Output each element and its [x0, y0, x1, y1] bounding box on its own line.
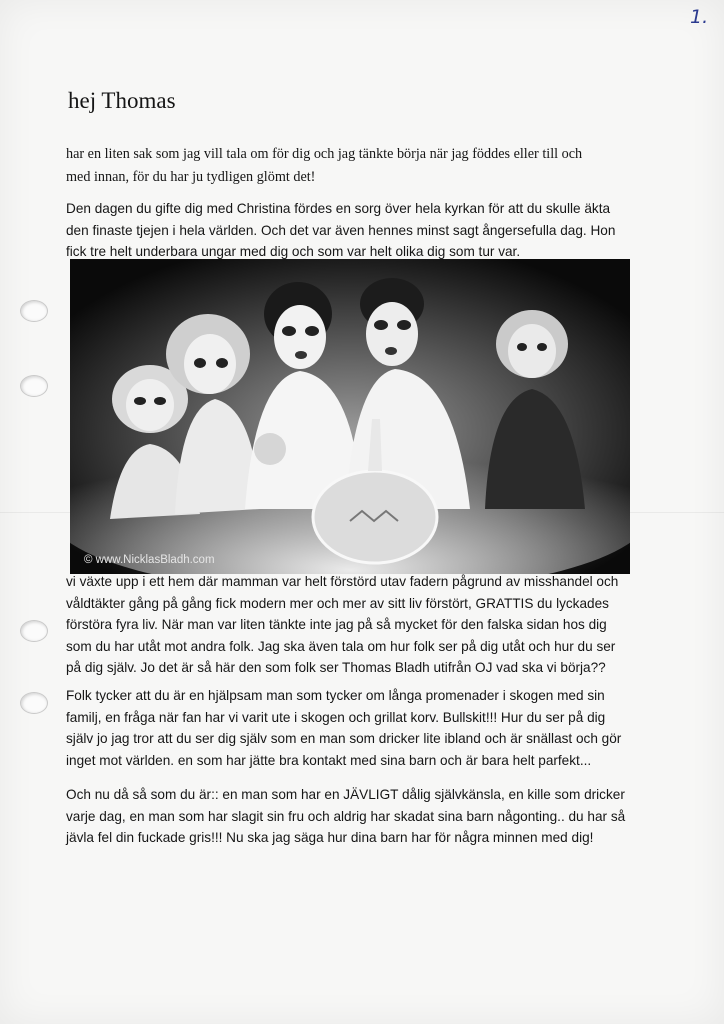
binder-hole [20, 620, 48, 642]
text-line: själv jo jag tror att du ser dig själv som en man som dricker lite ibland och är snällast och gör [66, 731, 622, 746]
halloween-children-photo [70, 259, 630, 574]
text-line: varje dag, en man som har slagit sin fru och aldrig har skadat sina barn någonting.. du har så [66, 808, 626, 824]
text-line: fick tre helt underbara ungar med dig och som var helt olika dig som tur var. [66, 244, 521, 259]
text-line: med innan, för du har ju tydligen glömt det! [66, 169, 316, 185]
paragraph-2 [66, 571, 646, 679]
text-line: som du har utåt mot andra folk. Jag ska även tala om hur folk ser på dig utåt och hur du ser [66, 638, 616, 654]
text-line: förstöra fyra liv. När man var liten tänkte inte jag på så mycket för den falska sidan hos dig [66, 617, 607, 632]
text-line: Folk tycker att du är en hjälpsam man som tycker om långa promenader i skogen med sin [66, 688, 605, 703]
text-line: jävla fel din fuckade gris!!! Nu ska jag säga hur dina barn har för några minnen med dig! [66, 830, 594, 845]
text-line: Den dagen du gifte dig med Christina fördes en sorg över hela kyrkan för att du skulle äkta [66, 201, 611, 216]
text-line: Och nu då så som du är:: en man som har en JÄVLIGT dålig självkänsla, en kille som dricker [66, 787, 625, 802]
text-line: den finaste tjejen i hela världen. Och det var även hennes minst sagt ångersefulla dag. Hon [66, 222, 616, 238]
paragraph-4 [66, 784, 646, 849]
letter-greeting: hej Thomas [68, 88, 176, 113]
binder-hole [20, 692, 48, 714]
text-line: har en liten sak som jag vill tala om för dig och jag tänkte börja när jag föddes eller till och [66, 146, 583, 162]
text-line: vi växte upp i ett hem där mamman var helt förstörd utav fadern pågrund av misshandel och [66, 574, 619, 589]
text-line: på dig själv. Jo det är så här den som folk ser Thomas Bladh utifrån OJ vad ska vi börja?? [66, 660, 606, 675]
handwritten-page-number: 1. [690, 6, 709, 28]
binder-hole [20, 375, 48, 397]
text-line: inget mot världen. en som har jätte bra kontakt med sina barn och är bara helt parfekt... [66, 752, 592, 768]
intro-paragraph [66, 143, 646, 189]
photo-watermark: © www.NicklasBladh.com [84, 554, 215, 566]
text-line: våldtäkter gång på gång fick modern mer och mer av sitt liv förstört, GRATTIS du lyckades [66, 595, 609, 611]
paragraph-3 [66, 685, 646, 771]
binder-hole [20, 300, 48, 322]
text-line: familj, en fråga när fan har vi varit ute i skogen och grillat korv. Bullskit!!! Hur du ser på dig [66, 709, 606, 725]
photo-illustration [70, 259, 630, 574]
paragraph-1 [66, 198, 646, 263]
